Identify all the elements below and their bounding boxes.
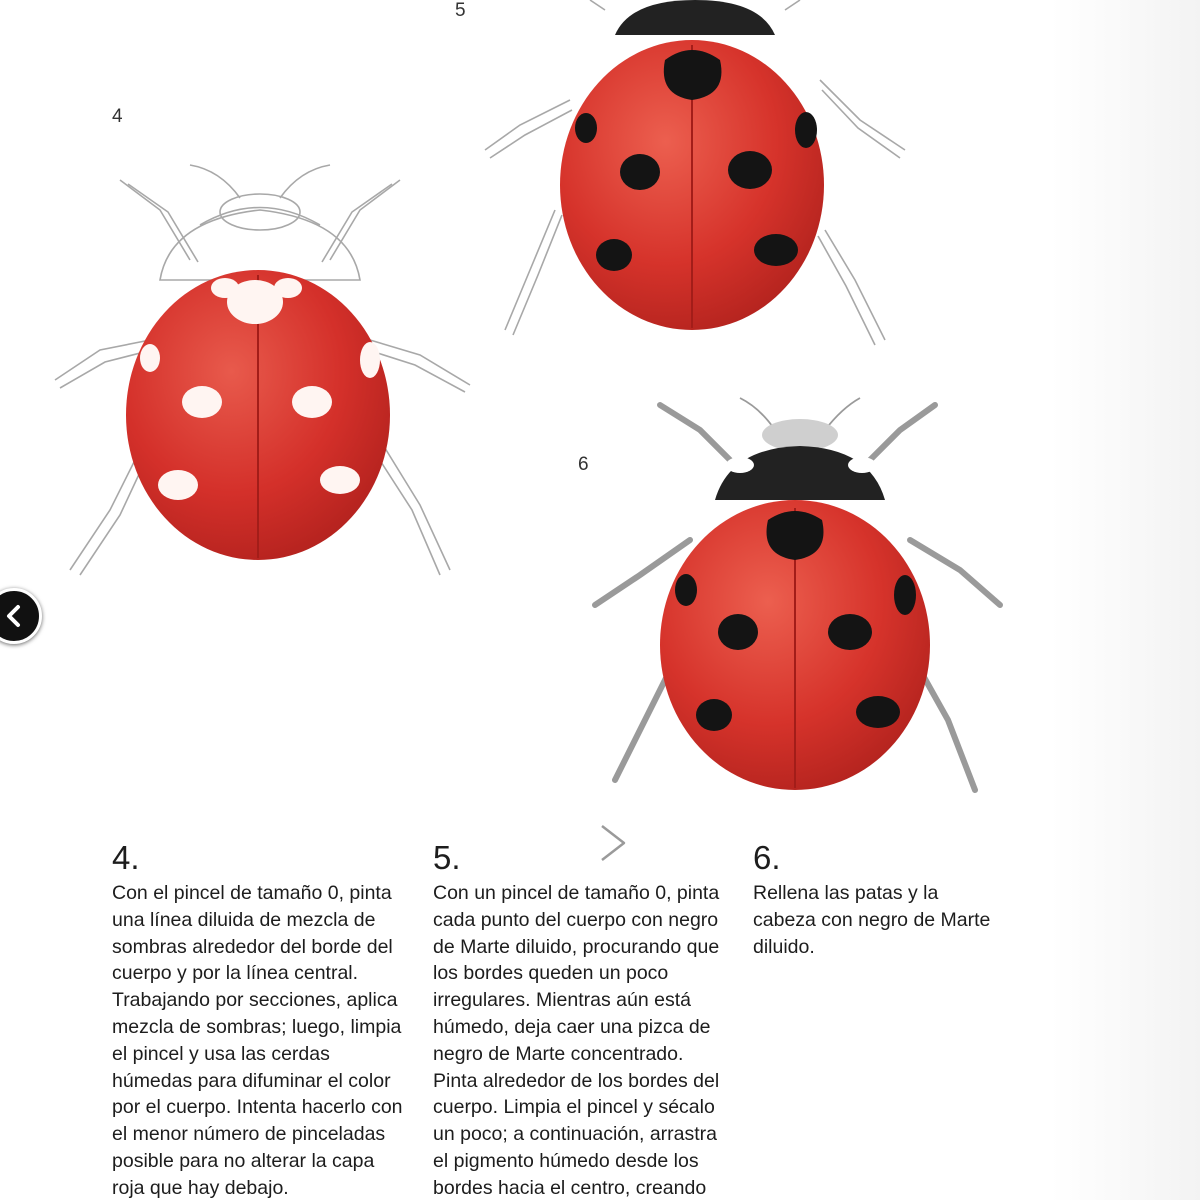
step-description: Rellena las patas y la cabeza con negro de Marte diluido. [753, 882, 991, 958]
step-number: 5. [433, 839, 461, 876]
chevron-left-icon [1, 603, 27, 629]
ladybug-illustration-step-6 [580, 390, 1020, 810]
step-4-block [112, 838, 410, 1200]
step-number: 6. [753, 839, 781, 876]
page-edge-shadow [1050, 0, 1200, 1200]
figure-label-5: 5 [455, 0, 466, 21]
step-5-block [433, 838, 723, 1200]
step-6-block [753, 838, 1003, 960]
ladybug-illustration-step-4 [40, 150, 500, 600]
step-description: Con el pincel de tamaño 0, pinta una línea diluida de mezcla de sombras alrededor del borde del cuerpo y por la línea central. Trabajando por secciones, aplica mezcla de sombras; luego, limpia el pincel y usa las cerdas húmedas para difuminar el color por el cuerpo. Intenta hacerlo con el menor número de pinceladas posible para no alterar la capa roja que hay debajo. [112, 882, 403, 1199]
figure-label-4: 4 [112, 106, 123, 127]
step-description: Con un pincel de tamaño 0, pinta cada punto del cuerpo con negro de Marte diluido, procurando que los bordes queden un poco irregulares. Mientras aún está húmedo, deja caer una pizca de negro de Marte concentrado. Pinta alrededor de los bordes del cuerpo. Limpia el pincel y sécalo un poco; a continuación, arrastra el pigmento húmedo desde los bordes hacia el centro, creando [433, 882, 720, 1199]
ladybug-illustration-step-5 [480, 0, 920, 350]
figure-label-6: 6 [578, 454, 589, 475]
step-number: 4. [112, 839, 140, 876]
previous-page-button[interactable] [0, 588, 42, 644]
